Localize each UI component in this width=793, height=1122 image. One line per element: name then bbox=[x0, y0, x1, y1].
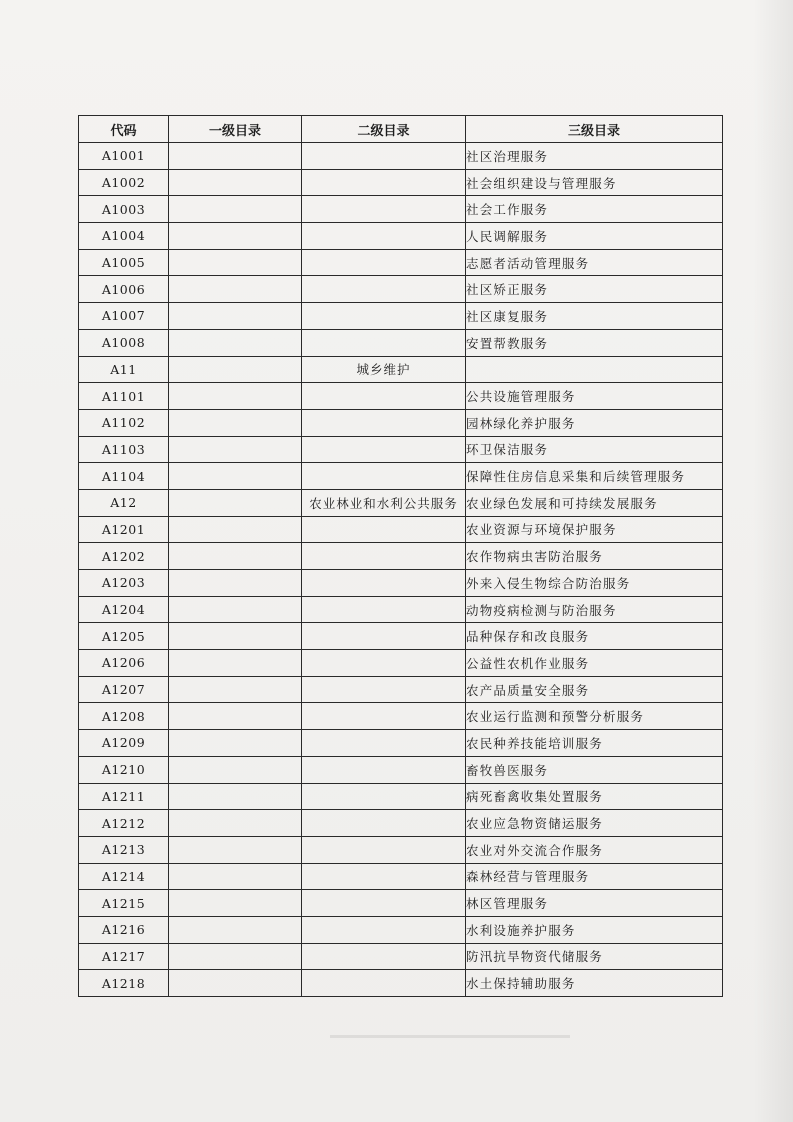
level-1-cell bbox=[169, 489, 302, 516]
level-3-cell: 社区矫正服务 bbox=[466, 276, 723, 303]
level-3-cell: 园林绿化养护服务 bbox=[466, 409, 723, 436]
code-cell: A1202 bbox=[79, 543, 169, 570]
level-3-cell: 水利设施养护服务 bbox=[466, 916, 723, 943]
level-3-cell: 动物疫病检测与防治服务 bbox=[466, 596, 723, 623]
level-1-cell bbox=[169, 463, 302, 490]
table-row bbox=[79, 890, 723, 917]
level-2-cell bbox=[302, 303, 466, 330]
code-cell: A1217 bbox=[79, 943, 169, 970]
table-body bbox=[79, 143, 723, 997]
level-2-cell bbox=[302, 223, 466, 250]
level-3-cell bbox=[466, 356, 723, 383]
level-3-cell: 安置帮教服务 bbox=[466, 329, 723, 356]
level-3-cell: 农业应急物资储运服务 bbox=[466, 810, 723, 837]
code-cell: A1204 bbox=[79, 596, 169, 623]
table-row bbox=[79, 169, 723, 196]
level-1-cell bbox=[169, 943, 302, 970]
level-3-cell: 农产品质量安全服务 bbox=[466, 676, 723, 703]
table-row bbox=[79, 249, 723, 276]
code-cell: A1207 bbox=[79, 676, 169, 703]
level-1-cell bbox=[169, 249, 302, 276]
table-row bbox=[79, 676, 723, 703]
level-2-cell bbox=[302, 516, 466, 543]
code-cell: A1218 bbox=[79, 970, 169, 997]
header-code: 代码 bbox=[79, 116, 169, 143]
code-cell: A1201 bbox=[79, 516, 169, 543]
level-1-cell bbox=[169, 196, 302, 223]
table-row bbox=[79, 863, 723, 890]
code-cell: A1205 bbox=[79, 623, 169, 650]
level-2-cell bbox=[302, 890, 466, 917]
level-1-cell bbox=[169, 650, 302, 677]
table-row bbox=[79, 570, 723, 597]
scan-smudge bbox=[330, 1035, 570, 1038]
level-3-cell: 外来入侵生物综合防治服务 bbox=[466, 570, 723, 597]
level-2-cell bbox=[302, 703, 466, 730]
level-3-cell: 社区治理服务 bbox=[466, 143, 723, 170]
level-3-cell: 农作物病虫害防治服务 bbox=[466, 543, 723, 570]
level-2-cell bbox=[302, 836, 466, 863]
level-1-cell bbox=[169, 756, 302, 783]
code-cell: A1210 bbox=[79, 756, 169, 783]
code-cell: A1104 bbox=[79, 463, 169, 490]
level-1-cell bbox=[169, 303, 302, 330]
code-cell: A1208 bbox=[79, 703, 169, 730]
level-2-cell bbox=[302, 596, 466, 623]
table-row bbox=[79, 703, 723, 730]
level-3-cell: 公益性农机作业服务 bbox=[466, 650, 723, 677]
level-1-cell bbox=[169, 516, 302, 543]
level-3-cell: 畜牧兽医服务 bbox=[466, 756, 723, 783]
level-2-cell: 农业林业和水利公共服务 bbox=[302, 489, 466, 516]
code-cell: A11 bbox=[79, 356, 169, 383]
level-2-cell bbox=[302, 570, 466, 597]
code-cell: A1102 bbox=[79, 409, 169, 436]
level-2-cell bbox=[302, 783, 466, 810]
table-row bbox=[79, 276, 723, 303]
level-1-cell bbox=[169, 143, 302, 170]
code-cell: A1007 bbox=[79, 303, 169, 330]
table-row bbox=[79, 916, 723, 943]
code-cell: A12 bbox=[79, 489, 169, 516]
level-1-cell bbox=[169, 596, 302, 623]
level-1-cell bbox=[169, 169, 302, 196]
level-3-cell: 品种保存和改良服务 bbox=[466, 623, 723, 650]
code-cell: A1206 bbox=[79, 650, 169, 677]
level-1-cell bbox=[169, 676, 302, 703]
code-cell: A1008 bbox=[79, 329, 169, 356]
level-2-cell bbox=[302, 169, 466, 196]
level-1-cell bbox=[169, 543, 302, 570]
table-row bbox=[79, 436, 723, 463]
table-row bbox=[79, 489, 723, 516]
level-1-cell bbox=[169, 890, 302, 917]
header-level-1: 一级目录 bbox=[169, 116, 302, 143]
table-row bbox=[79, 810, 723, 837]
level-1-cell bbox=[169, 783, 302, 810]
level-1-cell bbox=[169, 916, 302, 943]
level-1-cell bbox=[169, 730, 302, 757]
level-1-cell bbox=[169, 623, 302, 650]
level-3-cell: 农民种养技能培训服务 bbox=[466, 730, 723, 757]
table-row bbox=[79, 143, 723, 170]
level-3-cell: 林区管理服务 bbox=[466, 890, 723, 917]
level-3-cell: 社会工作服务 bbox=[466, 196, 723, 223]
level-1-cell bbox=[169, 223, 302, 250]
code-cell: A1001 bbox=[79, 143, 169, 170]
page-edge-shadow bbox=[753, 0, 793, 1122]
level-1-cell bbox=[169, 409, 302, 436]
table-row bbox=[79, 623, 723, 650]
service-catalog-table bbox=[78, 115, 723, 997]
level-1-cell bbox=[169, 970, 302, 997]
code-cell: A1004 bbox=[79, 223, 169, 250]
level-1-cell bbox=[169, 356, 302, 383]
level-2-cell bbox=[302, 329, 466, 356]
level-2-cell bbox=[302, 249, 466, 276]
level-1-cell bbox=[169, 276, 302, 303]
code-cell: A1203 bbox=[79, 570, 169, 597]
level-2-cell bbox=[302, 863, 466, 890]
table-row bbox=[79, 650, 723, 677]
level-1-cell bbox=[169, 810, 302, 837]
level-1-cell bbox=[169, 570, 302, 597]
level-2-cell: 城乡维护 bbox=[302, 356, 466, 383]
level-1-cell bbox=[169, 436, 302, 463]
level-3-cell: 公共设施管理服务 bbox=[466, 383, 723, 410]
code-cell: A1212 bbox=[79, 810, 169, 837]
level-2-cell bbox=[302, 810, 466, 837]
code-cell: A1006 bbox=[79, 276, 169, 303]
level-1-cell bbox=[169, 836, 302, 863]
level-1-cell bbox=[169, 703, 302, 730]
table-row bbox=[79, 303, 723, 330]
code-cell: A1211 bbox=[79, 783, 169, 810]
table-row bbox=[79, 756, 723, 783]
code-cell: A1216 bbox=[79, 916, 169, 943]
level-3-cell: 志愿者活动管理服务 bbox=[466, 249, 723, 276]
level-2-cell bbox=[302, 143, 466, 170]
code-cell: A1103 bbox=[79, 436, 169, 463]
code-cell: A1213 bbox=[79, 836, 169, 863]
level-3-cell: 社区康复服务 bbox=[466, 303, 723, 330]
level-3-cell: 农业资源与环境保护服务 bbox=[466, 516, 723, 543]
level-3-cell: 农业运行监测和预警分析服务 bbox=[466, 703, 723, 730]
level-2-cell bbox=[302, 543, 466, 570]
code-cell: A1214 bbox=[79, 863, 169, 890]
table-row bbox=[79, 223, 723, 250]
table-row bbox=[79, 783, 723, 810]
level-1-cell bbox=[169, 329, 302, 356]
level-2-cell bbox=[302, 970, 466, 997]
table-row bbox=[79, 943, 723, 970]
level-2-cell bbox=[302, 756, 466, 783]
table-row bbox=[79, 596, 723, 623]
level-3-cell: 保障性住房信息采集和后续管理服务 bbox=[466, 463, 723, 490]
code-cell: A1002 bbox=[79, 169, 169, 196]
level-2-cell bbox=[302, 463, 466, 490]
level-3-cell: 水土保持辅助服务 bbox=[466, 970, 723, 997]
level-2-cell bbox=[302, 916, 466, 943]
level-3-cell: 人民调解服务 bbox=[466, 223, 723, 250]
level-2-cell bbox=[302, 730, 466, 757]
table-header-row bbox=[79, 116, 723, 143]
table-row bbox=[79, 970, 723, 997]
table-row bbox=[79, 836, 723, 863]
level-2-cell bbox=[302, 436, 466, 463]
table-row bbox=[79, 543, 723, 570]
level-2-cell bbox=[302, 409, 466, 436]
table-row bbox=[79, 196, 723, 223]
level-2-cell bbox=[302, 383, 466, 410]
level-3-cell: 农业绿色发展和可持续发展服务 bbox=[466, 489, 723, 516]
table-row bbox=[79, 409, 723, 436]
header-level-2: 二级目录 bbox=[302, 116, 466, 143]
level-3-cell: 社会组织建设与管理服务 bbox=[466, 169, 723, 196]
code-cell: A1005 bbox=[79, 249, 169, 276]
level-3-cell: 病死畜禽收集处置服务 bbox=[466, 783, 723, 810]
level-1-cell bbox=[169, 383, 302, 410]
level-3-cell: 森林经营与管理服务 bbox=[466, 863, 723, 890]
table-row bbox=[79, 356, 723, 383]
level-2-cell bbox=[302, 676, 466, 703]
level-2-cell bbox=[302, 943, 466, 970]
code-cell: A1209 bbox=[79, 730, 169, 757]
level-1-cell bbox=[169, 863, 302, 890]
level-3-cell: 环卫保洁服务 bbox=[466, 436, 723, 463]
code-cell: A1101 bbox=[79, 383, 169, 410]
level-2-cell bbox=[302, 650, 466, 677]
table-row bbox=[79, 516, 723, 543]
code-cell: A1215 bbox=[79, 890, 169, 917]
level-3-cell: 农业对外交流合作服务 bbox=[466, 836, 723, 863]
level-3-cell: 防汛抗旱物资代储服务 bbox=[466, 943, 723, 970]
table-row bbox=[79, 383, 723, 410]
header-level-3: 三级目录 bbox=[466, 116, 723, 143]
level-2-cell bbox=[302, 276, 466, 303]
level-2-cell bbox=[302, 623, 466, 650]
table-row bbox=[79, 329, 723, 356]
level-2-cell bbox=[302, 196, 466, 223]
table-row bbox=[79, 730, 723, 757]
table-row bbox=[79, 463, 723, 490]
code-cell: A1003 bbox=[79, 196, 169, 223]
